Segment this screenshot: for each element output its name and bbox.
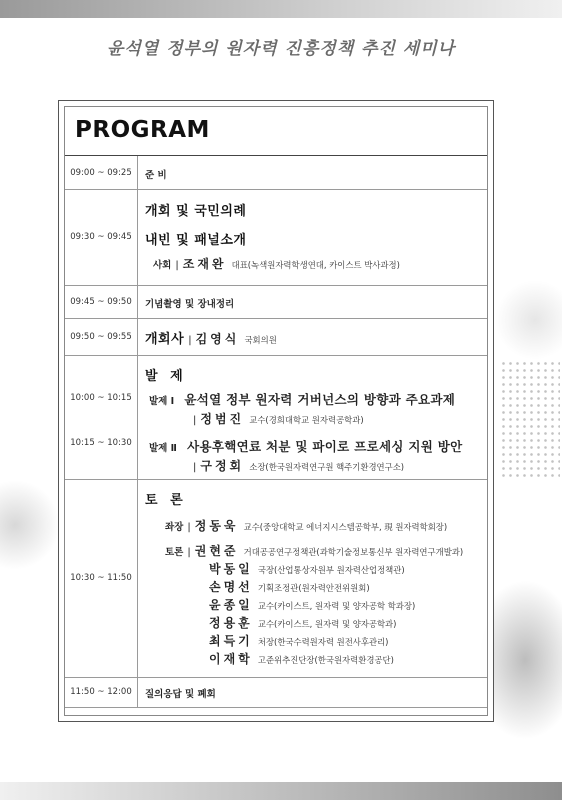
person-name: 정동욱	[194, 519, 239, 533]
talk-label: 발제 Ⅱ	[149, 443, 177, 454]
time-column	[65, 355, 138, 479]
person-name: 이재학	[209, 652, 253, 666]
schedule-row-discussion	[65, 479, 487, 678]
talk-title-line	[149, 389, 455, 408]
speaker-line	[189, 408, 364, 427]
person-name: 정용훈	[209, 616, 253, 630]
talk-title-line	[149, 436, 463, 455]
separator: |	[187, 547, 191, 558]
background-graphic	[495, 280, 562, 360]
role-label: 좌장	[165, 522, 184, 533]
schedule-row-presentations	[65, 355, 487, 480]
panelist-line	[209, 648, 394, 667]
row-title: 내빈 및 패널소개	[145, 233, 247, 248]
schedule-row-opening	[65, 189, 487, 286]
time-cell: 09:30 ~ 09:45	[65, 189, 138, 285]
schedule-row-closing	[65, 677, 487, 708]
schedule-row-photo	[65, 285, 487, 319]
row-text: 기념촬영 및 장내정리	[145, 299, 235, 310]
separator: |	[193, 462, 197, 473]
person-name: 조재완	[182, 257, 227, 271]
panelist-line	[165, 540, 463, 559]
separator: |	[175, 260, 179, 271]
chair-line	[165, 515, 447, 534]
affiliation: 고준위추진단장(한국원자력환경공단)	[257, 655, 394, 665]
bottom-decor-band	[0, 782, 562, 800]
speech-line	[145, 328, 277, 347]
talk-title: 사용후핵연료 처분 및 파이로 프로세싱 지원 방안	[187, 439, 463, 454]
program-box	[64, 106, 488, 716]
time-cell: 09:50 ~ 09:55	[65, 318, 138, 355]
time-cell: 09:45 ~ 09:50	[65, 285, 138, 318]
affiliation: 대표(녹색원자력학생연대, 카이스트 박사과정)	[231, 260, 400, 270]
row-text: 질의응답 및 폐회	[145, 689, 216, 700]
section-heading: 발 제	[145, 369, 187, 384]
person-name: 구정회	[200, 459, 245, 473]
role-label: 사회	[153, 260, 172, 271]
seminar-title: 윤석열 정부의 원자력 진흥정책 추진 세미나	[106, 39, 456, 59]
section-heading: 토 론	[145, 493, 187, 508]
panelist-line	[209, 630, 388, 649]
top-decor-band	[0, 0, 562, 18]
time-cell: 10:15 ~ 10:30	[70, 438, 132, 448]
separator: |	[187, 522, 191, 533]
affiliation: 교수(카이스트, 원자력 및 양자공학 학과장)	[257, 601, 416, 611]
talk-title: 윤석열 정부 원자력 거버넌스의 방향과 주요과제	[184, 392, 456, 407]
affiliation: 거대공공연구정책관(과학기술정보통신부 원자력연구개발과)	[243, 547, 464, 557]
row-title: 개회사	[145, 332, 185, 347]
person-name: 최득기	[209, 634, 253, 648]
panelist-line	[209, 558, 405, 577]
separator: |	[193, 415, 197, 426]
panelist-line	[209, 594, 415, 613]
schedule-row-prep	[65, 156, 487, 190]
person-name: 김영식	[195, 332, 240, 346]
panelist-line	[209, 576, 370, 595]
person-name: 박동일	[209, 562, 253, 576]
affiliation: 소장(한국원자력연구원 핵주기환경연구소)	[249, 462, 405, 472]
affiliation: 교수(경희대학교 원자력공학과)	[249, 415, 364, 425]
time-cell: 10:30 ~ 11:50	[65, 479, 138, 677]
row-title: 개회 및 국민의례	[145, 204, 247, 219]
affiliation: 국장(산업통상자원부 원자력산업정책관)	[257, 565, 405, 575]
affiliation: 교수(카이스트, 원자력 및 양자공학과)	[257, 619, 397, 629]
moderator-line	[153, 253, 400, 272]
program-heading: PROGRAM	[75, 117, 210, 143]
panelist-line	[209, 612, 396, 631]
affiliation: 처장(한국수력원자력 원전사후관리)	[257, 637, 389, 647]
affiliation: 교수(중앙대학교 에너지시스템공학부, 現 원자력학회장)	[243, 522, 448, 532]
schedule-row-opening-speech	[65, 318, 487, 356]
background-graphic	[0, 480, 60, 570]
affiliation: 국회의원	[244, 335, 277, 345]
affiliation: 기획조정관(원자력안전위원회)	[257, 583, 370, 593]
talk-label: 발제 Ⅰ	[149, 396, 175, 407]
person-name: 권현준	[194, 544, 239, 558]
time-cell: 10:00 ~ 10:15	[70, 393, 132, 403]
person-name: 손명선	[209, 580, 253, 594]
person-name: 정범진	[200, 412, 245, 426]
role-label: 토론	[165, 547, 184, 558]
time-cell: 11:50 ~ 12:00	[65, 677, 138, 707]
program-frame	[58, 100, 494, 722]
separator: |	[188, 335, 192, 346]
row-text: 준 비	[145, 170, 167, 181]
person-name: 윤종일	[209, 598, 253, 612]
time-cell: 09:00 ~ 09:25	[65, 156, 138, 189]
dot-pattern	[500, 360, 560, 480]
speaker-line	[189, 455, 404, 474]
